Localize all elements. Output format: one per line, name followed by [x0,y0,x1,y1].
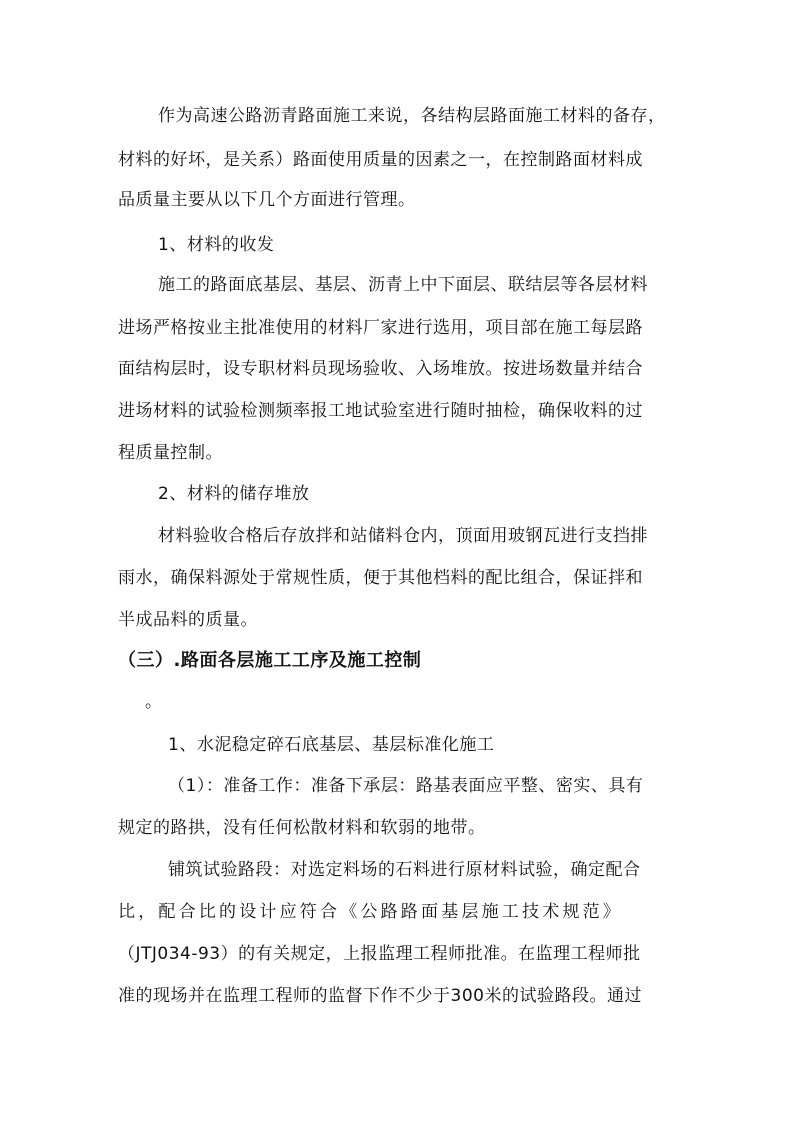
section-heading: （三）.路面各层施工工序及施工控制 [118,650,422,671]
paragraph-line: 准的现场并在监理工程师的监督下作不少于300米的试验路段。通过 [118,986,642,1006]
paragraph-line: 材料的好坏，是关系）路面使用质量的因素之一，在控制路面材料成 [118,150,643,170]
paragraph-line: 面结构层时，设专职材料员现场验收、入场堆放。按进场数量并结合 [118,359,643,379]
section-label: 2、材料的储存堆放 [158,484,310,504]
paragraph-line: 程质量控制。 [118,443,223,463]
paragraph-line: 雨水，确保料源处于常规性质，便于其他档料的配比组合，保证拌和 [118,568,643,588]
paragraph-line: 品质量主要从以下几个方面进行管理。 [118,190,416,210]
stray-mark: 。 [145,692,163,712]
subsection-label: 1、水泥稳定碎石底基层、基层标准化施工 [168,735,495,755]
paragraph-line: （JTJ034-93）的有关规定，上报监理工程师批准。在监理工程师批 [118,944,641,964]
paragraph-line: 规定的路拱，没有任何松散材料和软弱的地带。 [118,818,486,838]
paragraph-line: 半成品料的质量。 [118,610,258,630]
paragraph-line: 作为高速公路沥青路面施工来说，各结构层路面施工材料的备存， [158,106,666,126]
paragraph-line: 进场材料的试验检测频率报工地试验室进行随时抽检，确保收料的过 [118,401,643,421]
paragraph-line: 比，配合比的设计应符合《公路路面基层施工技术规范》 [118,902,623,922]
paragraph-line: 施工的路面底基层、基层、沥青上中下面层、联结层等各层材料 [158,275,648,295]
paragraph-line: （1）：准备工作：准备下承层：路基表面应平整、密实、具有 [168,776,644,796]
paragraph-line: 进场严格按业主批准使用的材料厂家进行选用，项目部在施工每层路 [118,318,643,338]
paragraph-line: 铺筑试验路段：对选定料场的石料进行原材料试验，确定配合 [168,860,641,880]
paragraph-line: 材料验收合格后存放拌和站储料仓内，顶面用玻钢瓦进行支挡排 [158,526,648,546]
section-label: 1、材料的收发 [158,235,275,255]
